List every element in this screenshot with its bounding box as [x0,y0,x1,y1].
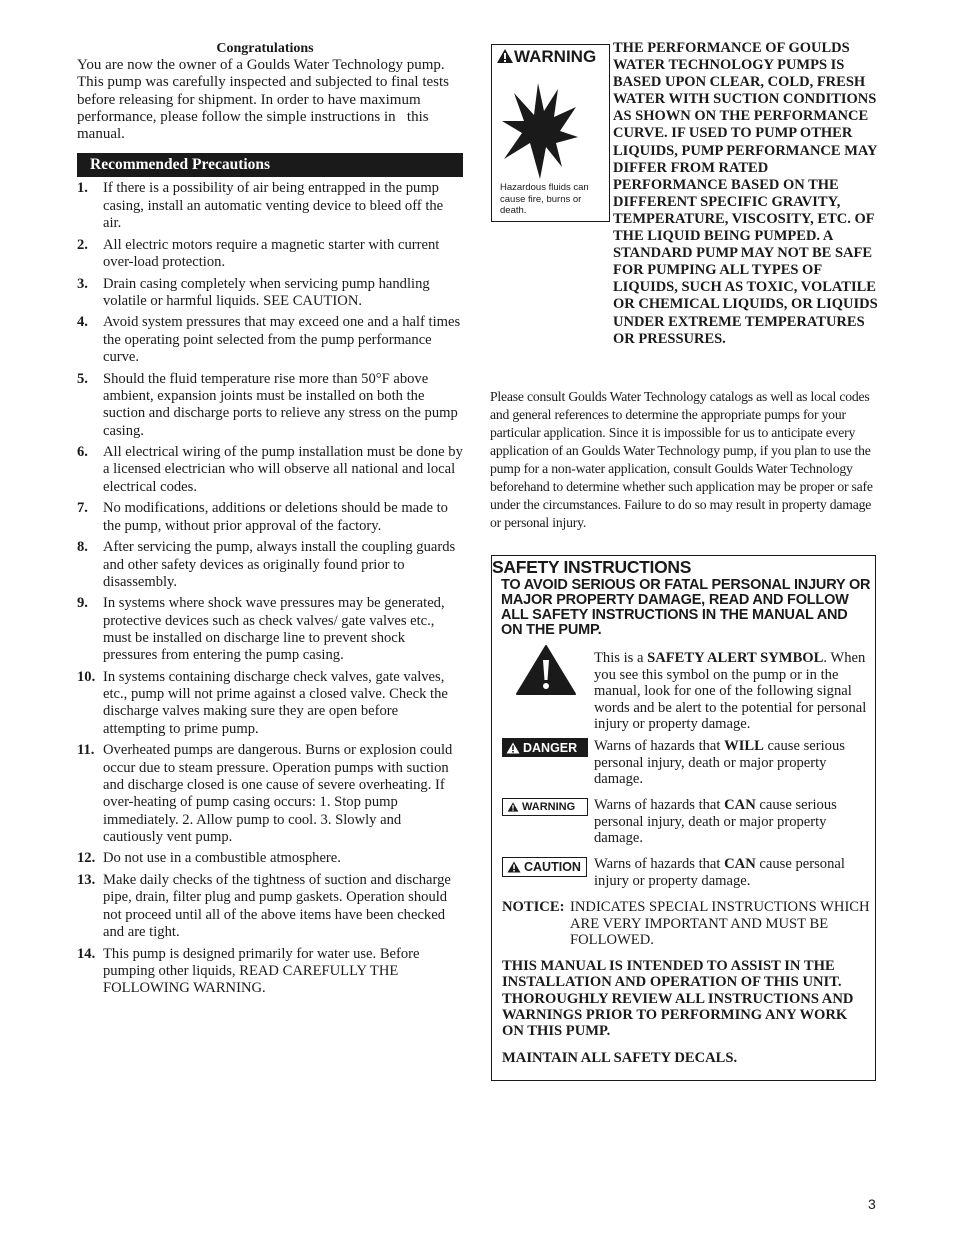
precaution-text: In systems where shock wave pressures may be generated, protective devices such as check valves/ gate valves etc., must be installed on discharge line to prevent shock pressures from entering the pump casing. [103,595,445,664]
caution-bold: CAN [724,856,756,872]
warning-pre: Warns of hazards that [594,797,725,813]
precaution-text: After servicing the pump, always install the coupling guards and other safety devices as originally found prior to disassembly. [103,539,456,590]
warning-text: THE PERFORMANCE OF GOULDS WATER TECHNOLOGY PUMPS IS BASED UPON CLEAR, COLD, FRESH WATER WITH SUCTION CONDITIONS AS SHOWN ON THE PERFORMANCE CURVE. IF USED TO PUMP OTHER LIQUIDS, PUMP PERFORMANCE MAY DIFFER FROM RATED PERFORMANCE BASED ON THE DIFFERENT SPECIFIC GRAVITY, TEMPERATURE, VISCOSITY, ETC. OF THE LIQUID BEING PUMPED. A STANDARD PUMP MAY NOT BE SAFE FOR PUMPING ALL TYPES OF LIQUIDS, SUCH AS TOXIC, VOLATILE OR CHEMICAL LIQUIDS, OR LIQUIDS UNDER EXTREME TEMPERATURES OR PRESSURES. [613,40,878,347]
congratulations-body: You are now the owner of a Goulds Water Technology pump. This pump was carefully inspected and subjected to final tests before releasing for shipment. In order to have maximum performance, please follow the simple instructions in this manual. [77,57,449,143]
caution-post: cause personal injury or property damage. [594,856,845,889]
precaution-item [77,237,463,272]
precaution-text: If there is a possibility of air being entrapped in the pump casing, install an automatic venting device to bleed off the air. [103,180,444,232]
precaution-text: Should the fluid temperature rise more than 50°F above ambient, expansion joints must be installed on both the suction and discharge ports to relieve any stress on the pump casing. [103,370,458,439]
precaution-number: 5. [77,370,88,387]
warning-badge [502,798,588,816]
precaution-item [77,742,463,846]
warning-label-text: WARNING [514,47,597,66]
precaution-number: 14. [77,945,96,962]
precautions-list [77,180,463,997]
precautions-header: Recommended Precautions [77,153,463,177]
precaution-text: All electric motors require a magnetic starter with current over-load protection. [103,236,440,270]
warning-small-triangle-icon [507,802,519,812]
precaution-text: Make daily checks of the tightness of suction and discharge pipe, drain, filter plug and pump gaskets. Operation should not proceed until all of the above items have been checked and are tight. [103,872,451,940]
consult-paragraph: Please consult Goulds Water Technology catalogs as well as local codes and general references to determine the appropriate pumps for your particular application. Since it is impossible for us to anticipate every application of an Goulds Water Technology pump, if you plan to use the pump for a non-water application, consult Goulds Water Technology beforehand to determine whether such application may be proper or safe under the circumstances. Failure to do so may result in property damage or personal injury. [490,389,873,530]
manual-note: THIS MANUAL IS INTENDED TO ASSIST IN THE INSTALLATION AND OPERATION OF THIS UNIT. THOROUGHLY REVIEW ALL INSTRUCTIONS AND WARNINGS PRIOR TO PERFORMING ANY WORK ON THIS PUMP. [502,958,854,1040]
caution-badge [502,857,587,877]
warning-post: cause serious personal injury, death or major property damage. [594,797,837,846]
warning-panel [491,44,610,222]
precaution-text: No modifications, additions or deletions should be made to the pump, without prior approval of the factory. [103,500,448,534]
precaution-number: 2. [77,236,88,253]
warning-triangle-icon [496,48,514,69]
warning-label [496,47,596,69]
precaution-text: In systems containing discharge check valves, gate valves, etc., pump will not prime against a closed valve. Check the discharge valves making sure they are open before attempting to prime pump. [103,668,448,737]
notice-text: INDICATES SPECIAL INSTRUCTIONS WHICH ARE VERY IMPORTANT AND MUST BE FOLLOWED. [570,899,870,948]
precaution-number: 10. [77,668,96,685]
precaution-item [77,539,463,591]
precaution-item [77,276,463,311]
precaution-number: 11. [77,742,95,759]
danger-triangle-icon [506,742,520,754]
danger-badge-label: DANGER [523,740,578,755]
notice-label: NOTICE: [502,899,565,915]
danger-bold: WILL [724,738,764,754]
precaution-text: Drain casing completely when servicing pump handling volatile or harmful liquids. SEE CAUTION. [103,275,430,309]
precaution-item [77,444,463,496]
warning-badge-label: WARNING [522,801,576,813]
caution-triangle-icon [507,861,521,873]
precaution-text: Avoid system pressures that may exceed one and a half times the operating point selected from the pump performance curve. [103,314,461,366]
congratulations-title: Congratulations [216,41,314,56]
safety-subtitle: TO AVOID SERIOUS OR FATAL PERSONAL INJURY OR MAJOR PROPERTY DAMAGE, READ AND FOLLOW ALL SAFETY INSTRUCTIONS IN THE MANUAL AND ON THE PUMP. [501,577,871,638]
safety-title: SAFETY INSTRUCTIONS [492,557,692,577]
precaution-item [77,371,463,440]
safety-alert-icon [515,644,577,701]
precaution-text: All electrical wiring of the pump installation must be done by a licensed electrician who will observe all national and local electrical codes. [103,444,463,495]
alert-post: . When you see this symbol on the pump or in the manual, look for one of the following signal words and be alert to the potential for personal injury or property damage. [594,650,867,732]
safety-instructions-panel [491,555,876,1081]
precaution-item [77,180,463,232]
danger-description [594,738,870,788]
danger-post: cause serious personal injury, death or major property damage. [594,738,845,787]
page-number: 3 [868,1196,876,1212]
alert-bold: SAFETY ALERT SYMBOL [647,650,824,666]
precaution-item [77,850,463,867]
precaution-item [77,595,463,664]
caution-pre: Warns of hazards that [594,856,725,872]
precaution-number: 4. [77,314,88,331]
precaution-number: 12. [77,850,96,867]
left-column [77,40,463,1002]
alert-pre: This is a [594,650,648,666]
warning-caption: Hazardous fluids can cause fire, burns or death. [500,182,589,216]
precaution-number: 1. [77,180,88,197]
precaution-item [77,669,463,738]
precaution-number: 8. [77,539,88,556]
precaution-number: 7. [77,500,88,517]
precaution-item [77,500,463,535]
safety-alert-description [594,650,874,733]
warning-bold: CAN [724,797,756,813]
caution-description [594,856,870,889]
precaution-item [77,314,463,366]
danger-pre: Warns of hazards that [594,738,725,754]
precaution-number: 9. [77,595,88,612]
precaution-text: Overheated pumps are dangerous. Burns or explosion could occur due to steam pressure. Operation pumps with suction and discharge closed is one cause of severe overheating. If over-heating of pump casing occurs: 1. Stop pump immediately. 2. Allow pump to cool. 3. Slowly and cautiously vent pump. [103,742,453,845]
precaution-number: 3. [77,275,88,292]
explosion-icon [500,81,580,184]
precaution-text: This pump is designed primarily for water use. Before pumping other liquids, READ CAREFULLY THE FOLLOWING WARNING. [103,945,420,997]
caution-badge-label: CAUTION [524,860,581,874]
warning-description [594,797,870,847]
precaution-text: Do not use in a combustible atmosphere. [103,850,341,867]
precaution-number: 6. [77,444,88,461]
maintain-decals-note: MAINTAIN ALL SAFETY DECALS. [502,1050,738,1066]
precaution-number: 13. [77,872,96,889]
precaution-item [77,872,463,941]
precaution-item [77,946,463,998]
danger-badge [502,738,588,757]
